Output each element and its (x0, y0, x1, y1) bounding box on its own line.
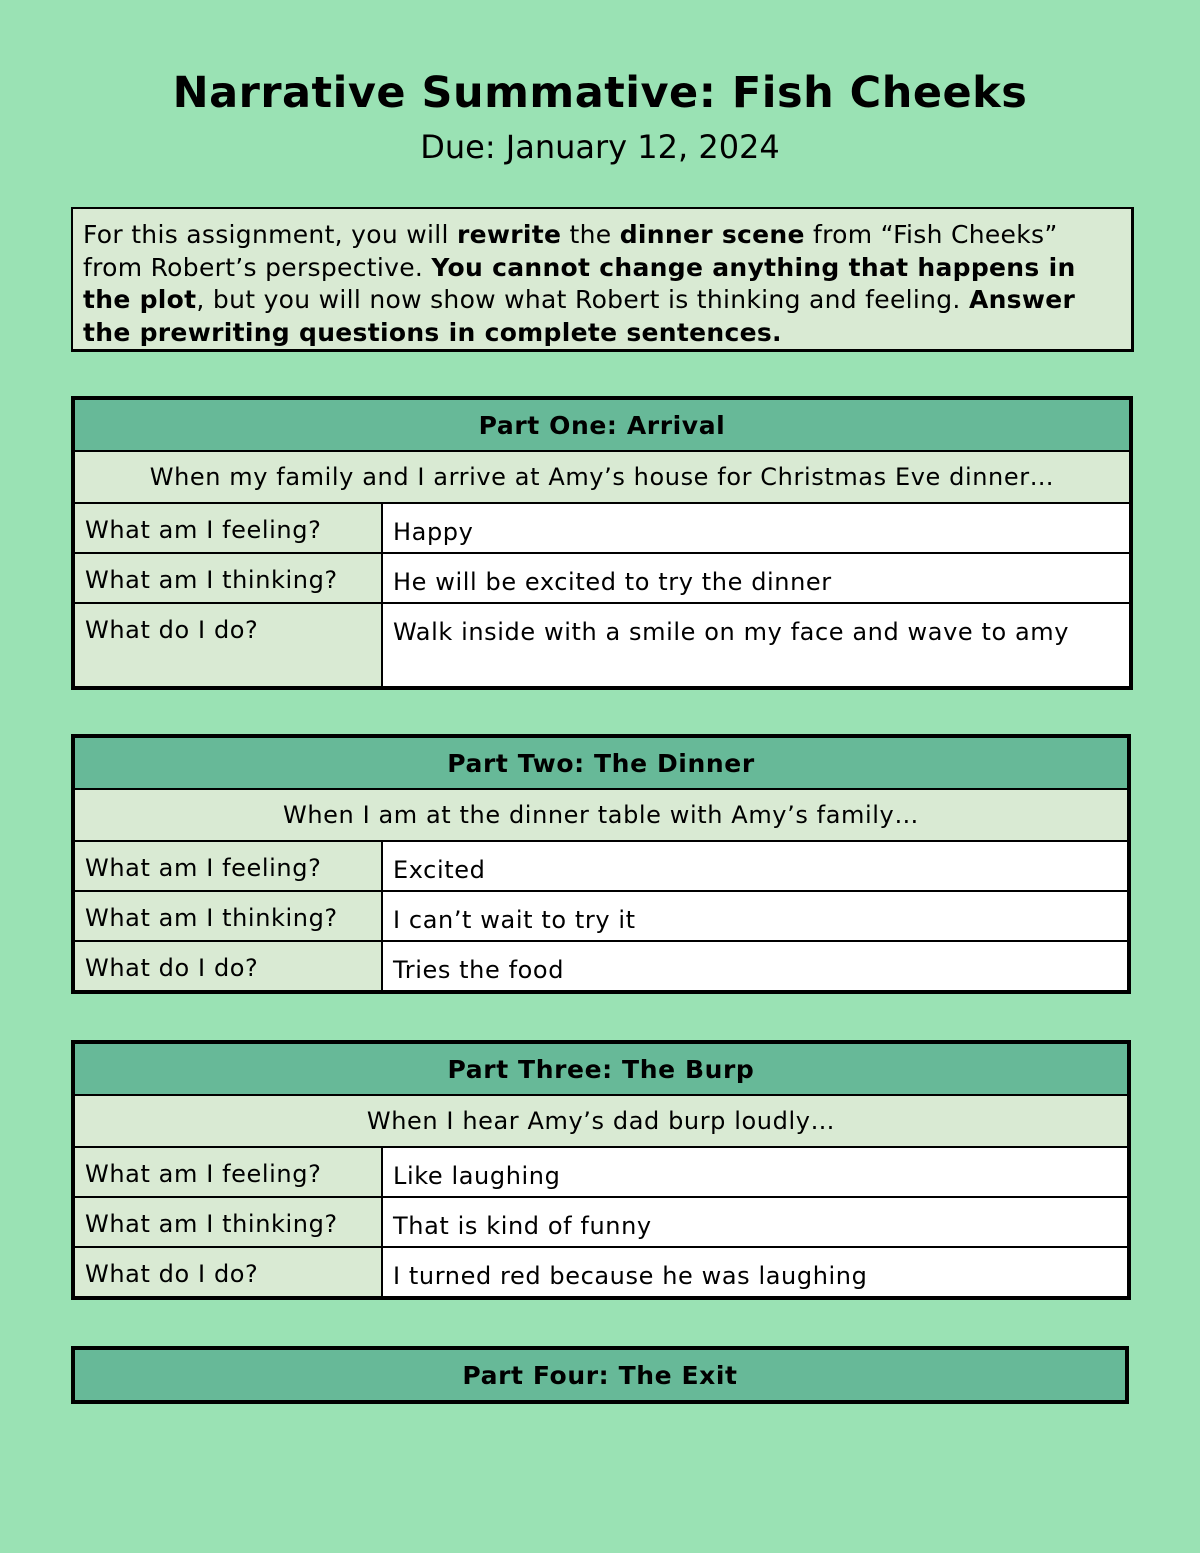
question-label: What am I thinking? (74, 1197, 382, 1247)
part-one-table (71, 396, 1133, 690)
answer-cell[interactable]: I turned red because he was laughing (382, 1247, 1128, 1297)
question-label: What do I do? (74, 1247, 382, 1297)
answer-cell[interactable]: Excited (382, 841, 1128, 891)
answer-cell[interactable]: That is kind of funny (382, 1197, 1128, 1247)
question-label: What am I feeling? (74, 503, 382, 553)
question-label: What am I feeling? (74, 1147, 382, 1197)
part-title: Part One: Arrival (74, 399, 1130, 451)
instructions-bold: You cannot change anything that happens in the plot (83, 252, 1076, 314)
page-title: Narrative Summative: Fish Cheeks (172, 68, 1028, 118)
instructions-text: , but you will now show what Robert is thinking and feeling. (196, 285, 969, 314)
question-label: What do I do? (74, 603, 382, 687)
instructions-text: from “Fish Cheeks” from Robert’s perspective. (83, 220, 1058, 282)
part-title: Part Four: The Exit (74, 1349, 1126, 1401)
instructions-text: For this assignment, you will (83, 220, 457, 249)
part-title: Part Two: The Dinner (74, 737, 1128, 789)
question-label: What am I feeling? (74, 841, 382, 891)
part-title: Part Three: The Burp (74, 1043, 1128, 1095)
answer-cell[interactable]: I can’t wait to try it (382, 891, 1128, 941)
answer-cell[interactable]: Walk inside with a smile on my face and wave to amy (382, 603, 1130, 687)
part-prompt: When my family and I arrive at Amy’s house for Christmas Eve dinner… (74, 451, 1130, 503)
instructions-box (71, 207, 1134, 352)
answer-cell[interactable]: Like laughing (382, 1147, 1128, 1197)
answer-cell[interactable]: He will be excited to try the dinner (382, 553, 1130, 603)
part-three-table (71, 1040, 1131, 1300)
due-date: Due: January 12, 2024 (420, 128, 780, 166)
question-label: What do I do? (74, 941, 382, 991)
part-prompt: When I am at the dinner table with Amy’s family… (74, 789, 1128, 841)
question-label: What am I thinking? (74, 891, 382, 941)
instructions-bold: dinner scene (619, 220, 805, 249)
part-two-table (71, 734, 1131, 994)
instructions-bold: rewrite (457, 220, 562, 249)
answer-cell[interactable]: Tries the food (382, 941, 1128, 991)
part-prompt: When I hear Amy’s dad burp loudly… (74, 1095, 1128, 1147)
question-label: What am I thinking? (74, 553, 382, 603)
instructions-text: the (561, 220, 620, 249)
answer-cell[interactable]: Happy (382, 503, 1130, 553)
instructions-bold: Answer the prewriting questions in complete sentences. (83, 285, 1076, 347)
part-four-table (71, 1346, 1129, 1404)
